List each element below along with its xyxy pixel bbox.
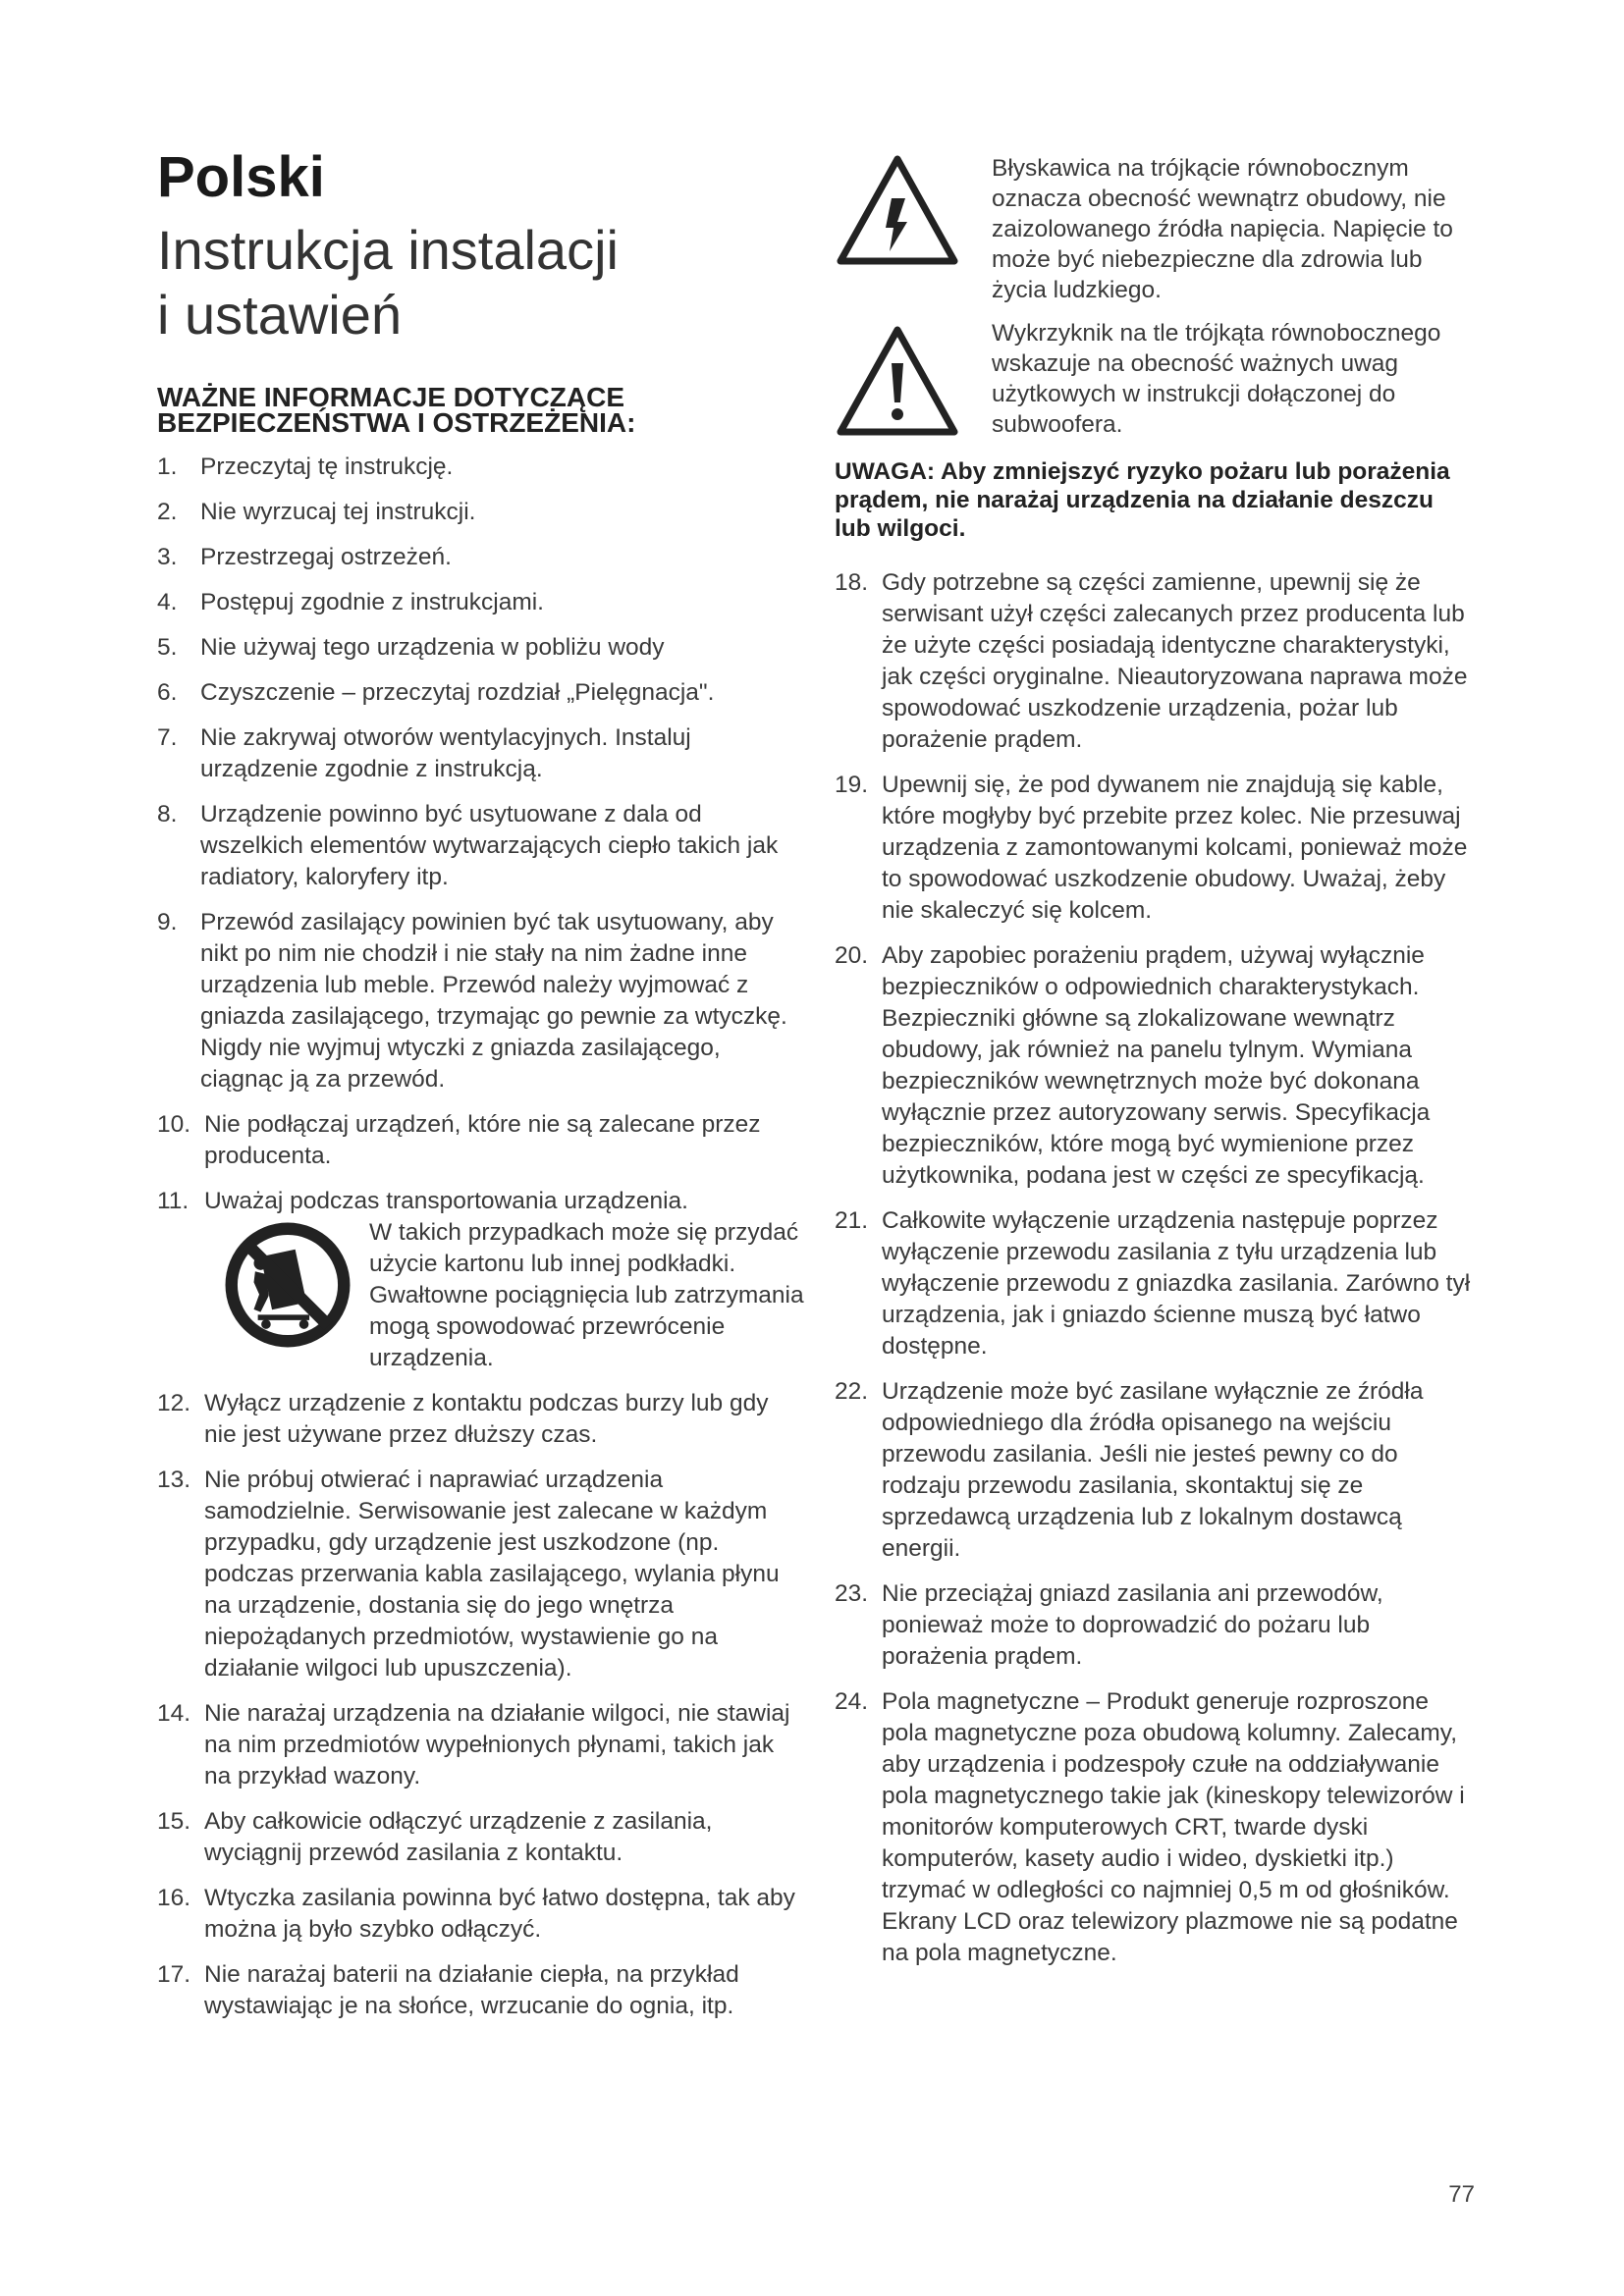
list-item <box>157 907 805 1095</box>
item-number: 23. <box>835 1580 869 1607</box>
language-heading: Polski <box>157 145 325 209</box>
item-number: 1. <box>157 454 178 480</box>
item-text: Nie używaj tego urządzenia w pobliżu wody <box>200 634 665 661</box>
list-item <box>835 1578 1473 1673</box>
item-number: 17. <box>157 1961 191 1988</box>
item-text: Wtyczka zasilania powinna być łatwo dostępna, tak aby można ją było szybko odłączyć. <box>204 1885 795 1943</box>
item-number: 14. <box>157 1700 191 1727</box>
title-line-1: Instrukcja instalacji <box>157 219 619 281</box>
item-text: Przeczytaj tę instrukcję. <box>200 454 454 480</box>
item-number: 9. <box>157 909 178 935</box>
list-item <box>157 1959 805 2022</box>
item-number: 2. <box>157 499 178 525</box>
list-item <box>835 1376 1473 1565</box>
item-text: Nie narażaj urządzenia na działanie wilgoci, nie stawiaj na nim przedmiotów wypełnionych płynami, takich jak na przykład wazony. <box>204 1700 790 1789</box>
list-item <box>157 452 805 483</box>
list-item <box>835 1205 1473 1362</box>
item-text: Upewnij się, że pod dywanem nie znajdują się kable, które mogłyby być przebite przez kolec. Nie przesuwaj urządzenia z zamontowanymi kolcami, ponieważ może to spowodować uszkodzenie obudowy. Uważaj, żeby nie skaleczyć się kolcem. <box>882 772 1468 924</box>
page-title <box>157 218 619 347</box>
item-number: 12. <box>157 1390 191 1416</box>
item-text: Urządzenie może być zasilane wyłącznie ze źródła odpowiedniego dla źródła opisanego na wejściu przewodu zasilania. Jeśli nie jesteś pewny co do rodzaju przewodu zasilania, skontaktuj się ze sprzedawcą urządzenia lub z lokalnym dostawcą energii. <box>882 1378 1424 1562</box>
item-number: 16. <box>157 1885 191 1911</box>
item-text: Nie wyrzucaj tej instrukcji. <box>200 499 476 525</box>
item-number: 11. <box>157 1188 189 1214</box>
item-number: 13. <box>157 1467 191 1493</box>
item-number: 22. <box>835 1378 869 1405</box>
item-number: 5. <box>157 634 178 661</box>
exclamation-symbol-text: Wykrzyknik na tle trójkąta równobocznego wskazuje na obecność ważnych uwag użytkowych w instrukcji dołączonej do subwoofera. <box>992 320 1441 438</box>
safety-list-left <box>157 452 805 2036</box>
item-number: 8. <box>157 801 178 828</box>
page-number: 77 <box>1448 2181 1475 2208</box>
item-text: Nie podłączaj urządzeń, które nie są zalecane przez producenta. <box>204 1111 761 1169</box>
safety-list-right <box>835 567 1473 1983</box>
exclamation-symbol-row <box>835 320 1483 440</box>
item-number: 6. <box>157 679 178 706</box>
item-text: Urządzenie powinno być usytuowane z dala od wszelkich elementów wytwarzających ciepło takich jak radiatory, kaloryfery itp. <box>200 801 779 890</box>
item-text: Uważaj podczas transportowania urządzenia. <box>204 1188 688 1214</box>
list-item <box>157 1186 805 1374</box>
list-item <box>157 1465 805 1684</box>
item-text: Wyłącz urządzenie z kontaktu podczas burzy lub gdy nie jest używane przez dłuższy czas. <box>204 1390 769 1448</box>
list-item <box>157 587 805 618</box>
item-text: Nie przeciążaj gniazd zasilania ani przewodów, ponieważ może to doprowadzić do pożaru lub porażenia prądem. <box>882 1580 1383 1670</box>
item-number: 7. <box>157 724 178 751</box>
list-item <box>835 1686 1473 1969</box>
list-item <box>157 542 805 573</box>
item-number: 20. <box>835 942 869 969</box>
list-item <box>157 632 805 664</box>
list-item <box>157 722 805 785</box>
item-text: Gdy potrzebne są części zamienne, upewnij się że serwisant użył części zalecanych przez producenta lub że użyte części posiadają identyczne charakterystyki, jak części oryginalne. Nieautoryzowana naprawa może spowodować uszkodzenie urządzenia, pożar lub porażenie prądem. <box>882 569 1468 753</box>
item-text: Nie zakrywaj otworów wentylacyjnych. Instaluj urządzenie zgodnie z instrukcją. <box>200 724 691 782</box>
list-item <box>157 497 805 528</box>
item-text: Pola magnetyczne – Produkt generuje rozproszone pola magnetyczne poza obudową kolumny. Zalecamy, aby urządzenia i podzespoły czułe na oddziaływanie pola magnetycznego takie jak (kineskopy telewizorów i monitorów komputerowych CRT, twarde dyski komputerów, kasety audio i wideo, dyskietki itp.) trzymać w odległości co najmniej 0,5 m od głośników. Ekrany LCD oraz telewizory plazmowe nie są podatne na pola magnetyczne. <box>882 1688 1465 1966</box>
lightning-symbol-row <box>835 153 1483 305</box>
item-text: Nie próbuj otwierać i naprawiać urządzenia samodzielnie. Serwisowanie jest zalecane w każdym przypadku, gdy urządzenie jest uszkodzone (np. podczas przerwania kabla zasilającego, wylania płynu na urządzenie, dostania się do jego wnętrza niepożądanych przedmiotów, wystawienie go na działanie wilgoci lub upuszczenia). <box>204 1467 780 1682</box>
item-text: Nie narażaj baterii na działanie ciepła, na przykład wystawiając je na słońce, wrzucanie do ognia, itp. <box>204 1961 739 2019</box>
lightning-symbol-text: Błyskawica na trójkącie równobocznym oznacza obecność wewnątrz obudowy, nie zaizolowanego źródła napięcia. Napięcie to może być niebezpieczne dla zdrowia lub życia ludzkiego. <box>992 155 1453 303</box>
item-text-continued: W takich przypadkach może się przydać użycie kartonu lub innej podkładki. Gwałtowne pociągnięcia lub zatrzymania mogą spowodować przewrócenie urządzenia. <box>369 1219 804 1371</box>
list-item <box>157 677 805 709</box>
uwaga-warning: UWAGA: Aby zmniejszyć ryzyko pożaru lub porażenia prądem, nie narażaj urządzenia na działanie deszczu lub wilgoci. <box>835 458 1450 542</box>
list-item <box>157 799 805 893</box>
list-item <box>835 567 1473 756</box>
item-text: Całkowite wyłączenie urządzenia następuje poprzez wyłączenie przewodu zasilania z tyłu urządzenia lub wyłączenie przewodu z gniazdka zasilania. Zarówno tył urządzenia, jak i gniazdo ścienne muszą być łatwo dostępne. <box>882 1207 1471 1360</box>
item-number: 24. <box>835 1688 869 1715</box>
item-text: Aby całkowicie odłączyć urządzenie z zasilania, wyciągnij przewód zasilania z kontaktu. <box>204 1808 713 1866</box>
item-number: 3. <box>157 544 178 570</box>
list-item <box>157 1388 805 1451</box>
item-text: Przestrzegaj ostrzeżeń. <box>200 544 452 570</box>
item-text: Przewód zasilający powinien być tak usytuowany, aby nikt po nim nie chodził i nie stały na nim żadne inne urządzenia lub meble. Przewód należy wyjmować z gniazda zasilającego, trzymając go pewnie za wtyczkę. Nigdy nie wyjmuj wtyczki z gniazda zasilającego, ciągnąc ją za przewód. <box>200 909 787 1093</box>
item-text: Aby zapobiec porażeniu prądem, używaj wyłącznie bezpieczników o odpowiednich charakterystykach. Bezpieczniki główne są zlokalizowane wewnątrz obudowy, jak również na panelu tylnym. Wymiana bezpieczników wewnętrznych może być dokonana wyłącznie przez autoryzowany serwis. Specyfikacja bezpieczników, które mogą być wymienione przez użytkownika, podana jest w części ze specyfikacją. <box>882 942 1431 1189</box>
item-number: 4. <box>157 589 178 615</box>
electric-shock-warning-icon <box>835 153 960 269</box>
item-number: 21. <box>835 1207 869 1234</box>
item-text: Postępuj zgodnie z instrukcjami. <box>200 589 544 615</box>
title-line-2: i ustawień <box>157 284 403 346</box>
exclamation-warning-icon <box>835 324 960 440</box>
item-text: Czyszczenie – przeczytaj rozdział „Pielęgnacja". <box>200 679 715 706</box>
list-item <box>835 940 1473 1192</box>
list-item <box>157 1698 805 1792</box>
cart-tip-over-warning-icon <box>220 1217 355 1353</box>
list-item <box>157 1883 805 1946</box>
list-item <box>157 1806 805 1869</box>
item-number: 18. <box>835 569 869 596</box>
item-number: 10. <box>157 1111 191 1138</box>
safety-section-title: WAŻNE INFORMACJE DOTYCZĄCE BEZPIECZEŃSTWA I OSTRZEŻENIA: <box>157 382 636 438</box>
list-item <box>157 1109 805 1172</box>
item-number: 15. <box>157 1808 191 1835</box>
item-number: 19. <box>835 772 869 798</box>
list-item <box>835 770 1473 927</box>
